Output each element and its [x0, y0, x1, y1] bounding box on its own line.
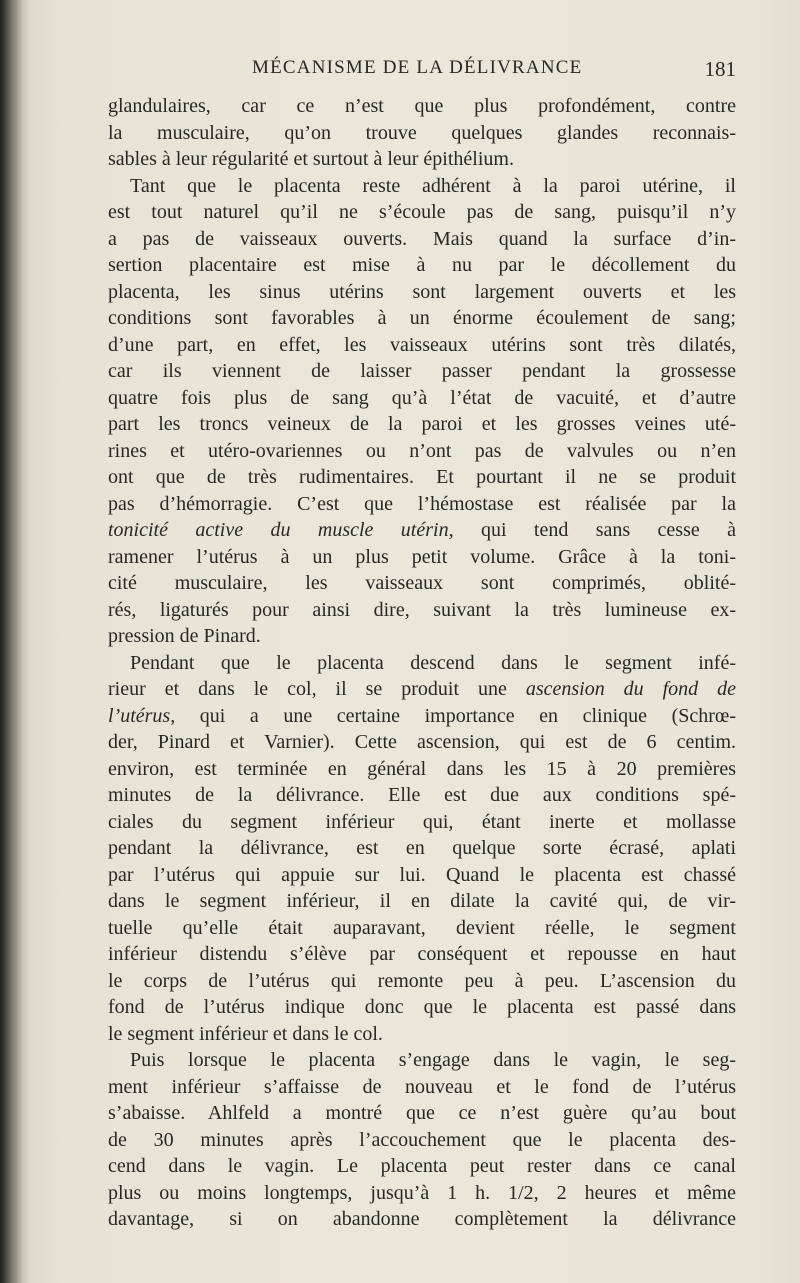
page-number: 181 — [704, 57, 736, 81]
text-segment: le segment inférieur et dans le col. — [108, 1022, 383, 1045]
text-segment: d’une part, en effet, les vaisseaux utérins sont très dilatés, — [108, 333, 736, 356]
text-line — [108, 411, 736, 438]
text-segment: sables à leur régularité et surtout à leur épithélium. — [108, 148, 514, 170]
text-segment: a pas de vaisseaux ouverts. Mais quand la surface d’in- — [108, 227, 736, 250]
text-segment: de 30 minutes après l’accouchement que le placenta des- — [108, 1128, 736, 1151]
text-line — [108, 729, 736, 756]
text-segment: rés, ligaturés pour ainsi dire, suivant la très lumineuse ex- — [108, 598, 736, 621]
text-line — [108, 835, 736, 862]
text-segment: qui tend sans cesse à — [453, 519, 736, 541]
text-line — [108, 809, 736, 836]
text-segment: ment inférieur s’affaisse de nouveau et le fond de l’utérus — [108, 1075, 736, 1098]
text-line — [108, 544, 736, 571]
text-segment: conditions sont favorables à un énorme écoulement de sang; — [108, 307, 736, 329]
text-segment: pendant la délivrance, est en quelque sorte écrasé, aplati — [108, 837, 736, 859]
text-line — [108, 1074, 736, 1101]
text-segment: tuelle qu’elle était auparavant, devient réelle, le segment — [108, 916, 736, 939]
text-line — [108, 120, 736, 147]
text-line — [108, 226, 736, 253]
text-segment: ciales du segment inférieur qui, étant inerte et mollasse — [108, 810, 736, 833]
text-line — [108, 464, 736, 491]
text-line — [108, 888, 736, 915]
text-line — [108, 756, 736, 783]
text-segment: Tant que le placenta reste adhérent à la paroi utérine, il — [130, 174, 736, 197]
body-text — [108, 93, 736, 1233]
text-segment: s’abaisse. Ahlfeld a montré que ce n’est guère qu’au bout — [108, 1102, 736, 1124]
text-line — [108, 703, 736, 730]
text-segment: pas d’hémorragie. C’est que l’hémostase est réalisée par la — [108, 492, 736, 515]
text-segment: part les troncs veineux de la paroi et les grosses veines uté- — [108, 413, 736, 435]
text-line — [108, 252, 736, 279]
text-segment: minutes de la délivrance. Elle est due aux conditions spé- — [108, 784, 736, 806]
text-line — [108, 862, 736, 889]
text-segment: ont que de très rudimentaires. Et pourtant il ne se produit — [108, 466, 736, 488]
text-segment: pression de Pinard. — [108, 625, 261, 647]
text-line — [108, 623, 736, 650]
text-line — [108, 385, 736, 412]
running-head — [108, 57, 736, 87]
text-segment: plus ou moins longtemps, jusqu’à 1 h. 1/2, 2 heures et même — [108, 1181, 736, 1204]
text-segment: Puis lorsque le placenta s’engage dans le vagin, le seg- — [130, 1049, 736, 1071]
text-line — [108, 570, 736, 597]
text-segment: ramener l’utérus à un plus petit volume. Grâce à la toni- — [108, 545, 736, 568]
italic-text-segment: tonicité active du muscle utérin, — [108, 519, 454, 541]
text-line — [108, 358, 736, 385]
text-line — [108, 968, 736, 995]
text-line — [108, 650, 736, 677]
text-line — [108, 305, 736, 332]
text-line — [108, 1127, 736, 1154]
text-line — [108, 1180, 736, 1207]
text-line — [108, 146, 736, 173]
italic-text-segment: ascension du fond de — [525, 678, 737, 700]
text-segment: der, Pinard et Varnier). Cette ascension, qui est de 6 centim. — [108, 731, 736, 753]
text-line — [108, 676, 736, 703]
text-segment: sertion placentaire est mise à nu par le décollement du — [108, 254, 736, 276]
text-segment: glandulaires, car ce n’est que plus profondément, contre — [108, 95, 736, 117]
text-line — [108, 517, 736, 544]
text-line — [108, 491, 736, 518]
text-line — [108, 1047, 736, 1074]
text-segment: dans le segment inférieur, il en dilate la cavité qui, de vir- — [108, 890, 736, 912]
text-segment: cend dans le vagin. Le placenta peut rester dans ce canal — [108, 1155, 736, 1177]
text-line — [108, 279, 736, 306]
text-segment: cité musculaire, les vaisseaux sont comprimés, oblité- — [108, 572, 736, 594]
text-segment: placenta, les sinus utérins sont largement ouverts et les — [108, 280, 736, 303]
text-segment: est tout naturel qu’il ne s’écoule pas de sang, puisqu’il n’y — [108, 201, 736, 223]
text-line — [108, 1206, 736, 1233]
text-segment: qui a une certaine importance en clinique (Schrœ- — [175, 704, 736, 727]
text-segment: rieur et dans le col, il se produit une — [108, 678, 526, 700]
text-segment: fond de l’utérus indique donc que le placenta est passé dans — [108, 996, 736, 1018]
text-segment: la musculaire, qu’on trouve quelques glandes reconnais- — [108, 121, 736, 144]
text-segment: par l’utérus qui appuie sur lui. Quand le placenta est chassé — [108, 863, 736, 886]
text-line — [108, 597, 736, 624]
text-line — [108, 915, 736, 942]
text-line — [108, 438, 736, 465]
text-line — [108, 173, 736, 200]
running-title: MÉCANISME DE LA DÉLIVRANCE — [252, 57, 583, 78]
text-line — [108, 994, 736, 1021]
binding-edge-shadow — [0, 0, 22, 1283]
text-line — [108, 1021, 736, 1048]
text-line — [108, 93, 736, 120]
text-line — [108, 199, 736, 226]
text-line — [108, 1100, 736, 1127]
italic-text-segment: l’utérus, — [108, 704, 176, 727]
text-line — [108, 332, 736, 359]
text-segment: Pendant que le placenta descend dans le segment infé- — [130, 651, 736, 674]
text-segment: quatre fois plus de sang qu’à l’état de vacuité, et d’autre — [108, 386, 736, 409]
text-segment: inférieur distendu s’élève par conséquent et repousse en haut — [108, 943, 736, 965]
text-segment: davantage, si on abandonne complètement la délivrance — [108, 1208, 736, 1230]
text-line — [108, 782, 736, 809]
text-line — [108, 941, 736, 968]
text-segment: le corps de l’utérus qui remonte peu à peu. L’ascension du — [108, 969, 736, 992]
text-segment: car ils viennent de laisser passer pendant la grossesse — [108, 360, 736, 382]
text-line — [108, 1153, 736, 1180]
text-segment: environ, est terminée en général dans les 15 à 20 premières — [108, 757, 736, 780]
text-segment: rines et utéro-ovariennes ou n’ont pas de valvules ou n’en — [108, 439, 736, 462]
